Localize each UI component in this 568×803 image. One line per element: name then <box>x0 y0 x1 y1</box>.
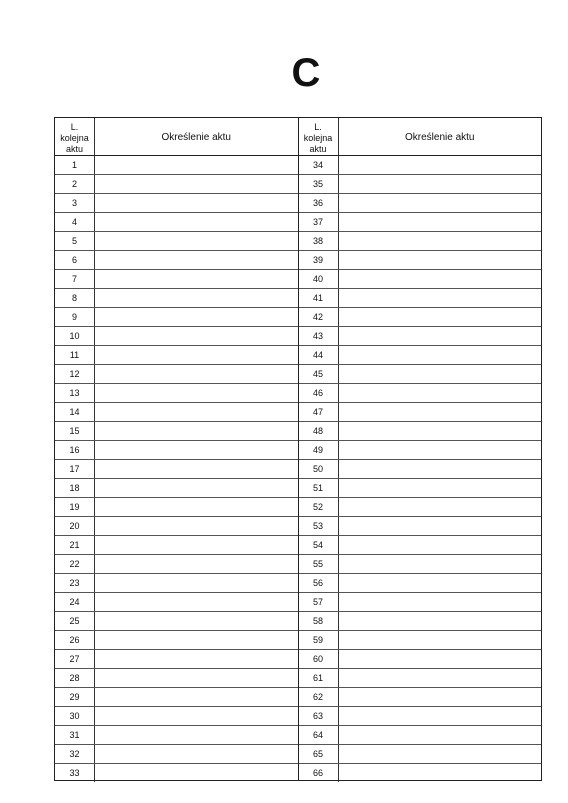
act-number-cell: 63 <box>299 707 339 725</box>
table-row <box>299 440 542 459</box>
table-row <box>299 744 542 763</box>
act-description-cell[interactable] <box>95 308 298 326</box>
table-row <box>299 402 542 421</box>
number-header-line: kolejna <box>303 133 333 143</box>
act-number-cell: 48 <box>299 422 339 440</box>
act-description-cell[interactable] <box>339 517 542 535</box>
table-row <box>299 763 542 782</box>
act-number-cell: 24 <box>55 593 95 611</box>
act-number-cell: 39 <box>299 251 339 269</box>
table-row <box>55 535 298 554</box>
table-row <box>55 687 298 706</box>
act-number-cell: 60 <box>299 650 339 668</box>
act-number-cell: 12 <box>55 365 95 383</box>
act-number-cell: 4 <box>55 213 95 231</box>
act-number-cell: 10 <box>55 327 95 345</box>
act-description-cell[interactable] <box>95 289 298 307</box>
act-description-cell[interactable] <box>339 384 542 402</box>
act-description-cell[interactable] <box>339 536 542 554</box>
table-row <box>55 307 298 326</box>
act-number-cell: 58 <box>299 612 339 630</box>
act-description-cell[interactable] <box>339 574 542 592</box>
act-description-cell[interactable] <box>95 669 298 687</box>
act-number-cell: 42 <box>299 308 339 326</box>
description-column-header: Określenie aktu <box>161 132 231 143</box>
table-row <box>299 269 542 288</box>
act-description-cell[interactable] <box>339 688 542 706</box>
description-column-header: Określenie aktu <box>405 132 475 143</box>
table-row <box>55 611 298 630</box>
table-row <box>299 687 542 706</box>
act-description-cell[interactable] <box>339 232 542 250</box>
act-number-cell: 35 <box>299 175 339 193</box>
table-row <box>55 630 298 649</box>
act-description-cell[interactable] <box>95 612 298 630</box>
act-description-cell[interactable] <box>95 745 298 763</box>
table-row <box>55 155 298 174</box>
act-number-cell: 7 <box>55 270 95 288</box>
act-description-cell[interactable] <box>95 688 298 706</box>
table-row <box>299 630 542 649</box>
table-row <box>299 668 542 687</box>
table-row <box>55 725 298 744</box>
table-row <box>55 763 298 782</box>
table-row <box>55 478 298 497</box>
act-number-cell: 11 <box>55 346 95 364</box>
act-number-cell: 20 <box>55 517 95 535</box>
table-row <box>299 307 542 326</box>
page-letter-heading: C <box>291 51 321 95</box>
act-number-cell: 1 <box>55 156 95 174</box>
table-row <box>299 288 542 307</box>
act-number-cell: 38 <box>299 232 339 250</box>
act-number-cell: 30 <box>55 707 95 725</box>
table-row <box>299 573 542 592</box>
act-description-cell[interactable] <box>339 346 542 364</box>
act-description-cell[interactable] <box>95 593 298 611</box>
act-number-cell: 5 <box>55 232 95 250</box>
table-row <box>55 706 298 725</box>
act-description-cell[interactable] <box>95 365 298 383</box>
act-description-cell[interactable] <box>339 213 542 231</box>
act-description-cell[interactable] <box>339 555 542 573</box>
act-description-cell[interactable] <box>339 156 542 174</box>
table-row <box>55 326 298 345</box>
table-row <box>299 231 542 250</box>
act-description-cell[interactable] <box>339 460 542 478</box>
table-row <box>55 668 298 687</box>
act-description-cell[interactable] <box>339 612 542 630</box>
table-row <box>299 193 542 212</box>
act-number-cell: 62 <box>299 688 339 706</box>
table-row <box>299 345 542 364</box>
act-number-cell: 3 <box>55 194 95 212</box>
table-row <box>299 326 542 345</box>
act-description-cell[interactable] <box>339 650 542 668</box>
act-number-cell: 49 <box>299 441 339 459</box>
act-number-cell: 37 <box>299 213 339 231</box>
register-table <box>54 117 542 781</box>
act-description-cell[interactable] <box>95 441 298 459</box>
act-number-cell: 51 <box>299 479 339 497</box>
act-number-cell: 16 <box>55 441 95 459</box>
number-column-header <box>299 118 339 155</box>
act-description-cell[interactable] <box>339 365 542 383</box>
act-description-cell[interactable] <box>95 175 298 193</box>
table-row <box>55 383 298 402</box>
table-row <box>55 250 298 269</box>
act-number-cell: 2 <box>55 175 95 193</box>
number-header-line: L. <box>70 122 79 132</box>
number-column-header <box>55 118 95 155</box>
act-number-cell: 14 <box>55 403 95 421</box>
table-row <box>55 364 298 383</box>
act-description-cell[interactable] <box>339 251 542 269</box>
number-header-line: aktu <box>309 144 327 154</box>
table-row <box>55 193 298 212</box>
act-description-cell[interactable] <box>95 403 298 421</box>
table-row <box>55 649 298 668</box>
act-description-cell[interactable] <box>95 422 298 440</box>
table-row <box>55 269 298 288</box>
table-row <box>299 592 542 611</box>
table-row <box>299 364 542 383</box>
act-number-cell: 53 <box>299 517 339 535</box>
table-row <box>299 212 542 231</box>
act-description-cell[interactable] <box>95 498 298 516</box>
table-row <box>299 706 542 725</box>
act-description-cell[interactable] <box>339 726 542 744</box>
table-row <box>55 497 298 516</box>
act-description-cell[interactable] <box>339 631 542 649</box>
act-description-cell[interactable] <box>95 232 298 250</box>
act-number-cell: 13 <box>55 384 95 402</box>
table-row <box>299 478 542 497</box>
act-number-cell: 43 <box>299 327 339 345</box>
table-row <box>55 288 298 307</box>
act-description-cell[interactable] <box>339 194 542 212</box>
act-number-cell: 17 <box>55 460 95 478</box>
act-description-cell[interactable] <box>339 441 542 459</box>
act-description-cell[interactable] <box>95 536 298 554</box>
header-row <box>299 118 542 155</box>
act-number-cell: 26 <box>55 631 95 649</box>
table-row <box>299 250 542 269</box>
act-number-cell: 29 <box>55 688 95 706</box>
act-number-cell: 57 <box>299 593 339 611</box>
table-row <box>299 459 542 478</box>
act-number-cell: 6 <box>55 251 95 269</box>
act-description-cell[interactable] <box>95 384 298 402</box>
number-header-line: L. <box>314 122 322 132</box>
act-number-cell: 44 <box>299 346 339 364</box>
act-number-cell: 66 <box>299 764 339 782</box>
act-description-cell[interactable] <box>339 270 542 288</box>
act-description-cell[interactable] <box>339 479 542 497</box>
act-number-cell: 46 <box>299 384 339 402</box>
act-number-cell: 23 <box>55 574 95 592</box>
table-row <box>299 725 542 744</box>
act-number-cell: 19 <box>55 498 95 516</box>
table-row <box>299 174 542 193</box>
act-description-cell[interactable] <box>95 251 298 269</box>
act-number-cell: 28 <box>55 669 95 687</box>
act-description-cell[interactable] <box>339 403 542 421</box>
register-right-half <box>298 118 542 780</box>
act-number-cell: 50 <box>299 460 339 478</box>
table-row <box>299 554 542 573</box>
act-description-cell[interactable] <box>95 764 298 782</box>
act-number-cell: 40 <box>299 270 339 288</box>
table-row <box>55 174 298 193</box>
act-description-cell[interactable] <box>339 707 542 725</box>
act-description-cell[interactable] <box>95 270 298 288</box>
act-description-cell[interactable] <box>95 707 298 725</box>
act-description-cell[interactable] <box>339 764 542 782</box>
act-number-cell: 33 <box>55 764 95 782</box>
act-description-cell[interactable] <box>95 194 298 212</box>
act-number-cell: 25 <box>55 612 95 630</box>
act-description-cell[interactable] <box>95 631 298 649</box>
table-row <box>299 611 542 630</box>
act-number-cell: 55 <box>299 555 339 573</box>
table-row <box>55 212 298 231</box>
act-number-cell: 61 <box>299 669 339 687</box>
act-number-cell: 27 <box>55 650 95 668</box>
table-row <box>299 535 542 554</box>
act-description-cell[interactable] <box>339 498 542 516</box>
act-number-cell: 18 <box>55 479 95 497</box>
act-number-cell: 9 <box>55 308 95 326</box>
act-number-cell: 47 <box>299 403 339 421</box>
act-description-cell[interactable] <box>339 289 542 307</box>
table-row <box>55 459 298 478</box>
table-row <box>299 497 542 516</box>
act-number-cell: 21 <box>55 536 95 554</box>
act-description-cell[interactable] <box>339 669 542 687</box>
act-description-cell[interactable] <box>339 422 542 440</box>
act-number-cell: 8 <box>55 289 95 307</box>
act-number-cell: 54 <box>299 536 339 554</box>
act-description-cell[interactable] <box>339 745 542 763</box>
act-number-cell: 15 <box>55 422 95 440</box>
act-number-cell: 64 <box>299 726 339 744</box>
table-row <box>299 383 542 402</box>
act-number-cell: 22 <box>55 555 95 573</box>
act-description-cell[interactable] <box>95 574 298 592</box>
act-description-cell[interactable] <box>95 726 298 744</box>
act-description-cell[interactable] <box>95 460 298 478</box>
act-number-cell: 59 <box>299 631 339 649</box>
act-description-cell[interactable] <box>95 555 298 573</box>
table-row <box>299 155 542 174</box>
table-row <box>55 554 298 573</box>
act-description-cell[interactable] <box>339 308 542 326</box>
table-row <box>55 402 298 421</box>
table-row <box>55 592 298 611</box>
number-header-line: aktu <box>65 144 83 154</box>
table-row <box>55 573 298 592</box>
act-number-cell: 45 <box>299 365 339 383</box>
number-header-line: kolejna <box>60 133 89 143</box>
act-description-cell[interactable] <box>339 593 542 611</box>
table-row <box>55 516 298 535</box>
act-description-cell[interactable] <box>339 175 542 193</box>
table-row <box>299 421 542 440</box>
act-description-cell[interactable] <box>95 650 298 668</box>
act-description-cell[interactable] <box>95 213 298 231</box>
table-row <box>55 231 298 250</box>
act-number-cell: 36 <box>299 194 339 212</box>
act-number-cell: 41 <box>299 289 339 307</box>
act-number-cell: 65 <box>299 745 339 763</box>
register-left-half <box>55 118 298 780</box>
table-row <box>55 744 298 763</box>
act-description-cell[interactable] <box>95 479 298 497</box>
table-row <box>55 421 298 440</box>
act-description-cell[interactable] <box>95 156 298 174</box>
header-row <box>55 118 298 155</box>
table-row <box>299 649 542 668</box>
act-description-cell[interactable] <box>95 517 298 535</box>
table-row <box>55 440 298 459</box>
act-description-cell[interactable] <box>339 327 542 345</box>
table-row <box>55 345 298 364</box>
act-number-cell: 32 <box>55 745 95 763</box>
act-number-cell: 56 <box>299 574 339 592</box>
act-number-cell: 31 <box>55 726 95 744</box>
act-description-cell[interactable] <box>95 346 298 364</box>
act-description-cell[interactable] <box>95 327 298 345</box>
act-number-cell: 34 <box>299 156 339 174</box>
table-row <box>299 516 542 535</box>
act-number-cell: 52 <box>299 498 339 516</box>
